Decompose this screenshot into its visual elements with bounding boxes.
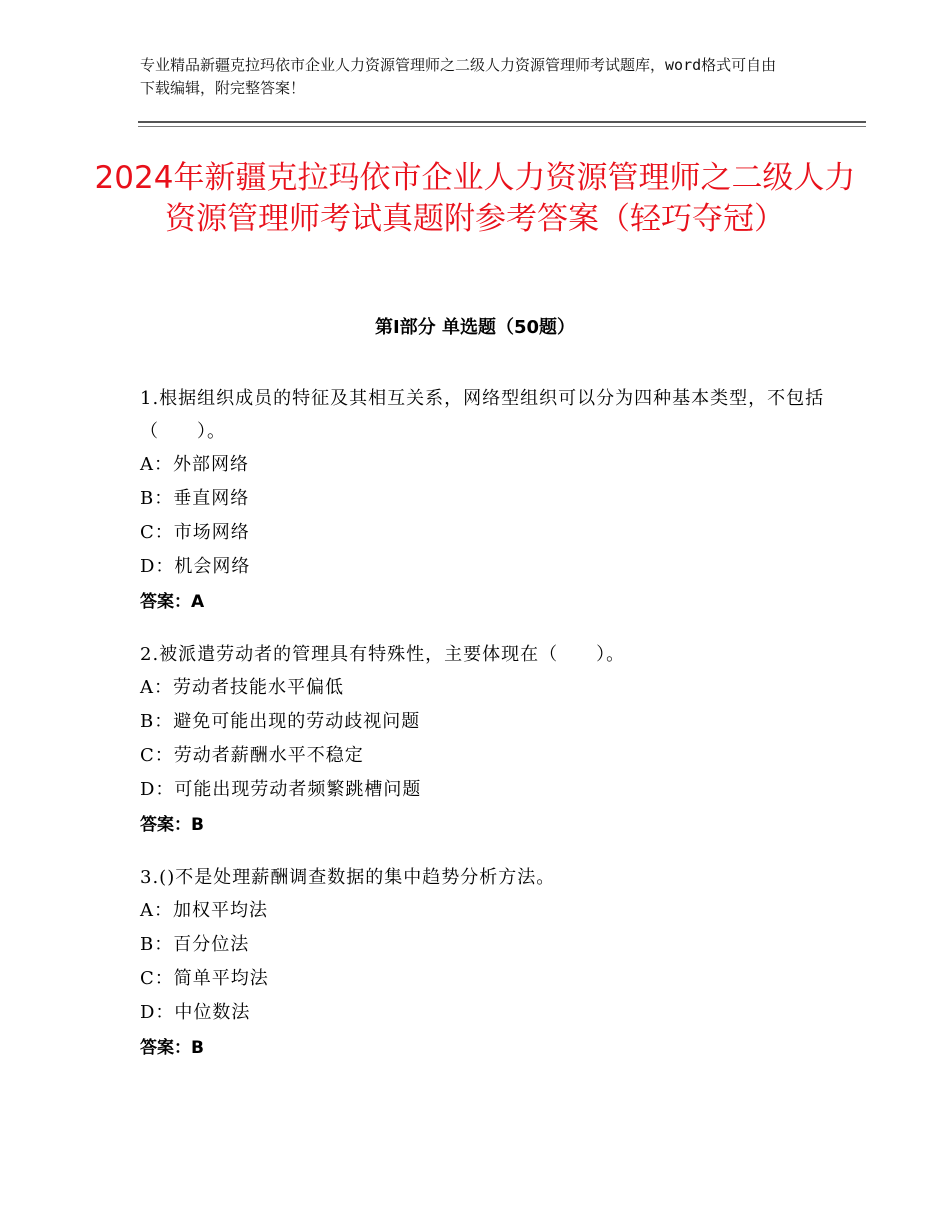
option-d: D：可能出现劳动者频繁跳槽问题 <box>140 779 422 800</box>
option-b: B：避免可能出现的劳动歧视问题 <box>140 711 421 732</box>
question-2 <box>140 638 840 843</box>
option-c: C：简单平均法 <box>140 968 269 989</box>
header-divider <box>138 121 866 123</box>
option-a: A：劳动者技能水平偏低 <box>140 677 344 698</box>
option-a: A：外部网络 <box>140 454 249 475</box>
option-d: D：中位数法 <box>140 1002 251 1023</box>
option-c: C：市场网络 <box>140 522 250 543</box>
option-b: B：垂直网络 <box>140 488 250 509</box>
question-stem: 1.根据组织成员的特征及其相互关系，网络型组织可以分为四种基本类型，不包括（ ）。 <box>140 388 825 442</box>
option-a: A：加权平均法 <box>140 900 268 921</box>
answer-label: 答案：B <box>140 1038 204 1058</box>
header-note: 专业精品新疆克拉玛依市企业人力资源管理师之二级人力资源管理师考试题库，word格式可自由下载编辑，附完整答案！ <box>140 56 777 97</box>
answer-label: 答案：B <box>140 815 204 835</box>
answer-label: 答案：A <box>140 592 205 612</box>
question-list <box>140 382 840 1084</box>
section-heading: 第Ⅰ部分 单选题（50题） <box>374 317 575 338</box>
option-c: C：劳动者薪酬水平不稳定 <box>140 745 364 766</box>
question-stem: 2.被派遣劳动者的管理具有特殊性，主要体现在（ ）。 <box>140 644 626 665</box>
question-stem: 3.()不是处理薪酬调查数据的集中趋势分析方法。 <box>140 867 556 888</box>
document-title: 2024年新疆克拉玛依市企业人力资源管理师之二级人力资源管理师考试真题附参考答案（轻巧夺冠） <box>94 160 856 237</box>
option-d: D：机会网络 <box>140 556 251 577</box>
question-3 <box>140 861 840 1066</box>
question-1 <box>140 382 840 620</box>
option-b: B：百分位法 <box>140 934 250 955</box>
header-divider-thin <box>138 126 866 127</box>
